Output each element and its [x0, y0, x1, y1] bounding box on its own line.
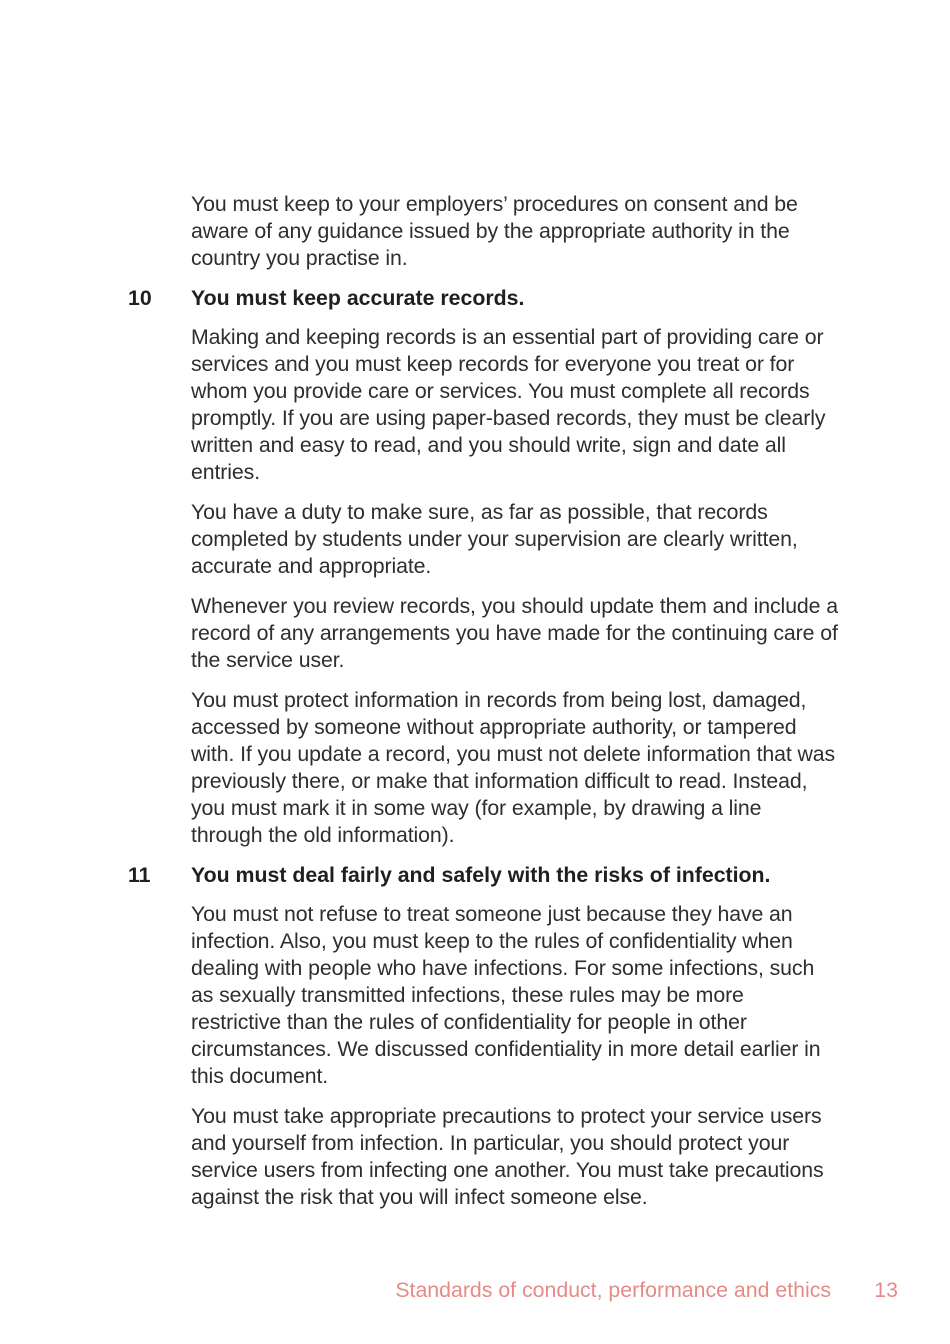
- section-title: You must keep accurate records.: [191, 286, 525, 310]
- section-10-paragraph: You have a duty to make sure, as far as possible, that records completed by students under your supervision are clearly written, accurate and appropriate.: [191, 500, 798, 578]
- page-number: 13: [874, 1278, 898, 1302]
- section-10-paragraph: Making and keeping records is an essential part of providing care or services and you must keep records for everyone you treat or for whom you provide care or services. You must complete all records promptly. If you are using paper-based records, they must be clearly written and easy to read, and you should write, sign and date all entries.: [191, 325, 826, 484]
- footer-document-title: Standards of conduct, performance and ethics: [395, 1278, 831, 1302]
- section-number: 10: [128, 286, 152, 310]
- section-title: You must deal fairly and safely with the risks of infection.: [191, 863, 771, 887]
- section-10-heading: [128, 285, 838, 312]
- section-10-paragraph: You must protect information in records from being lost, damaged, accessed by someone without appropriate authority, or tampered with. If you update a record, you must not delete information that was previously there, or make that information difficult to read. Instead, you must mark it in some way (for example, by drawing a line through the old information).: [191, 688, 836, 847]
- section-11-heading: [128, 862, 838, 889]
- intro-paragraph: You must keep to your employers’ procedures on consent and be aware of any guidance issued by the appropriate authority in the country you practise in.: [191, 192, 798, 270]
- section-number: 11: [128, 863, 151, 887]
- section-10-paragraph: Whenever you review records, you should update them and include a record of any arrangements you have made for the continuing care of the service user.: [191, 594, 838, 672]
- page-footer: [0, 1276, 950, 1306]
- section-11-paragraph: You must not refuse to treat someone just because they have an infection. Also, you must keep to the rules of confidentiality when dealing with people who have infections. For some infections, such as sexually transmitted infections, these rules may be more restrictive than the rules of confidentiality for people in other circumstances. We discussed confidentiality in more detail earlier in this document.: [191, 902, 821, 1088]
- page-content: [128, 191, 838, 1224]
- section-11-paragraph: You must take appropriate precautions to protect your service users and yourself from infection. In particular, you should protect your service users from infecting one another. You must take precautions against the risk that you will infect someone else.: [191, 1104, 824, 1209]
